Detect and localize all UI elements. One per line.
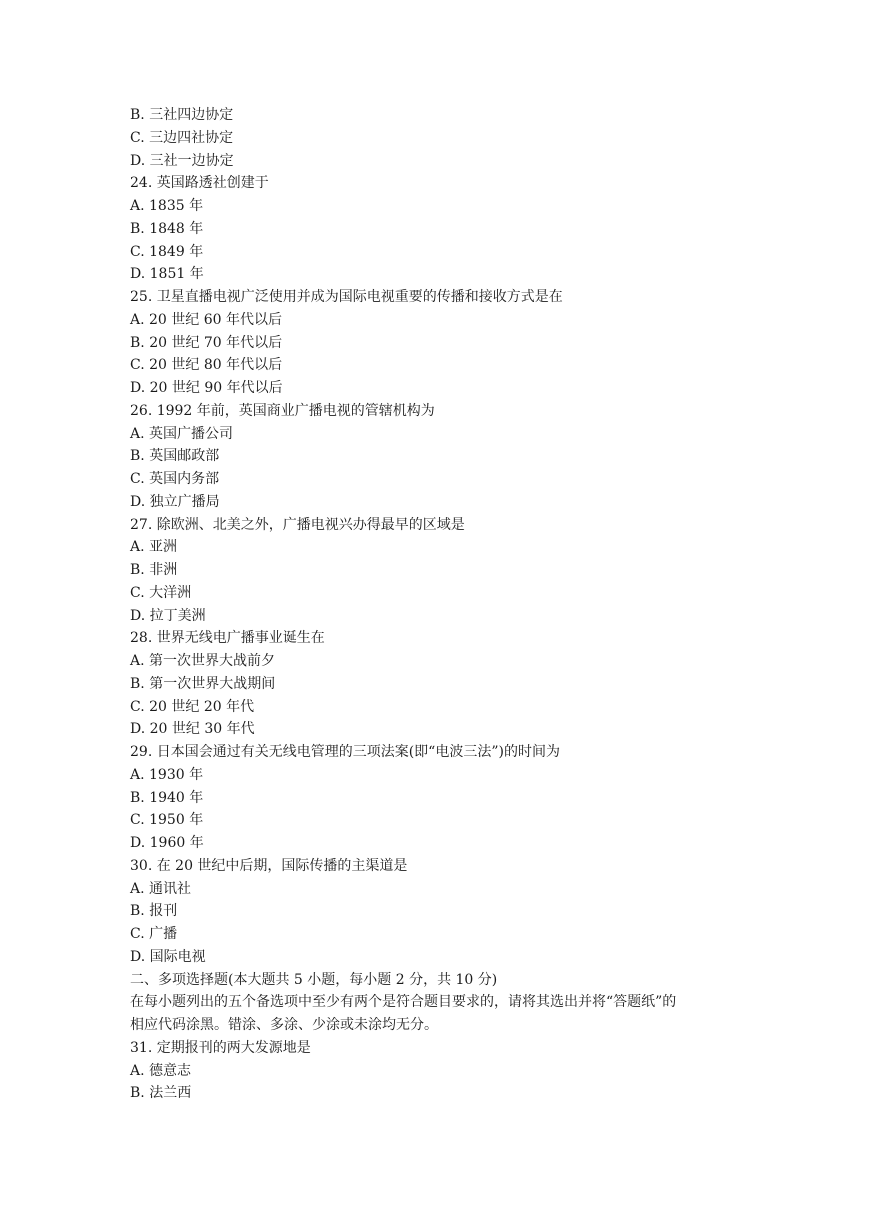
text-line: B. 法兰西	[130, 1085, 192, 1102]
text-line: B. 报刊	[130, 903, 178, 920]
text-line: D. 20 世纪 30 年代	[130, 721, 255, 738]
text-line: C. 英国内务部	[130, 471, 220, 487]
text-line: 二、多项选择题(本大题共 5 小题，每小题 2 分，共 10 分)	[130, 971, 498, 988]
text-line: D. 拉丁美洲	[130, 607, 206, 624]
text-line: B. 第一次世界大战期间	[130, 675, 276, 692]
text-line: C. 1950 年	[130, 812, 204, 829]
text-line: B. 英国邮政部	[130, 448, 220, 465]
text-line: C. 20 世纪 80 年代以后	[130, 357, 283, 374]
text-line: 29. 日本国会通过有关无线电管理的三项法案(即“电波三法”)的时间为	[130, 744, 560, 760]
text-line: C. 大洋洲	[130, 584, 192, 601]
text-line: D. 国际电视	[130, 948, 206, 965]
text-line: A. 亚洲	[130, 539, 178, 556]
text-line: B. 1848 年	[130, 220, 204, 237]
text-line: 28. 世界无线电广播事业诞生在	[130, 630, 325, 647]
text-line: A. 德意志	[130, 1062, 192, 1079]
text-line: C. 三边四社协定	[130, 129, 234, 146]
text-line: D. 1851 年	[130, 266, 204, 283]
text-line: D. 1960 年	[130, 835, 204, 851]
text-line: B. 三社四边协定	[130, 107, 234, 123]
text-line: B. 1940 年	[130, 789, 204, 806]
text-line: 26. 1992 年前，英国商业广播电视的管辖机构为	[130, 402, 435, 419]
text-line: D. 独立广播局	[130, 493, 220, 510]
text-line: 24. 英国路透社创建于	[130, 175, 269, 192]
text-line: D. 20 世纪 90 年代以后	[130, 380, 283, 396]
text-line: C. 广播	[130, 926, 178, 942]
text-line: 31. 定期报刊的两大发源地是	[130, 1039, 311, 1056]
text-line: D. 三社一边协定	[130, 152, 234, 169]
document-page	[130, 104, 750, 1105]
text-line: 相应代码涂黑。错涂、多涂、少涂或未涂均无分。	[130, 1017, 438, 1033]
text-line: C. 20 世纪 20 年代	[130, 698, 255, 715]
text-line: 25. 卫星直播电视广泛使用并成为国际电视重要的传播和接收方式是在	[130, 289, 563, 305]
text-line: B. 20 世纪 70 年代以后	[130, 334, 283, 351]
text-line: 在每小题列出的五个备选项中至少有两个是符合题目要求的，请将其选出并将“答题纸”的	[130, 994, 677, 1011]
text-line: C. 1849 年	[130, 243, 204, 260]
text-line: A. 英国广播公司	[130, 425, 234, 442]
text-line: B. 非洲	[130, 562, 178, 578]
text-line: 27. 除欧洲、北美之外，广播电视兴办得最早的区域是	[130, 516, 465, 533]
text-line: A. 1835 年	[130, 198, 204, 214]
text-line: A. 1930 年	[130, 766, 204, 783]
text-line: A. 20 世纪 60 年代以后	[130, 311, 282, 328]
text-line: A. 第一次世界大战前夕	[130, 653, 276, 669]
text-line: 30. 在 20 世纪中后期，国际传播的主渠道是	[130, 857, 408, 874]
text-line: A. 通讯社	[130, 880, 192, 897]
